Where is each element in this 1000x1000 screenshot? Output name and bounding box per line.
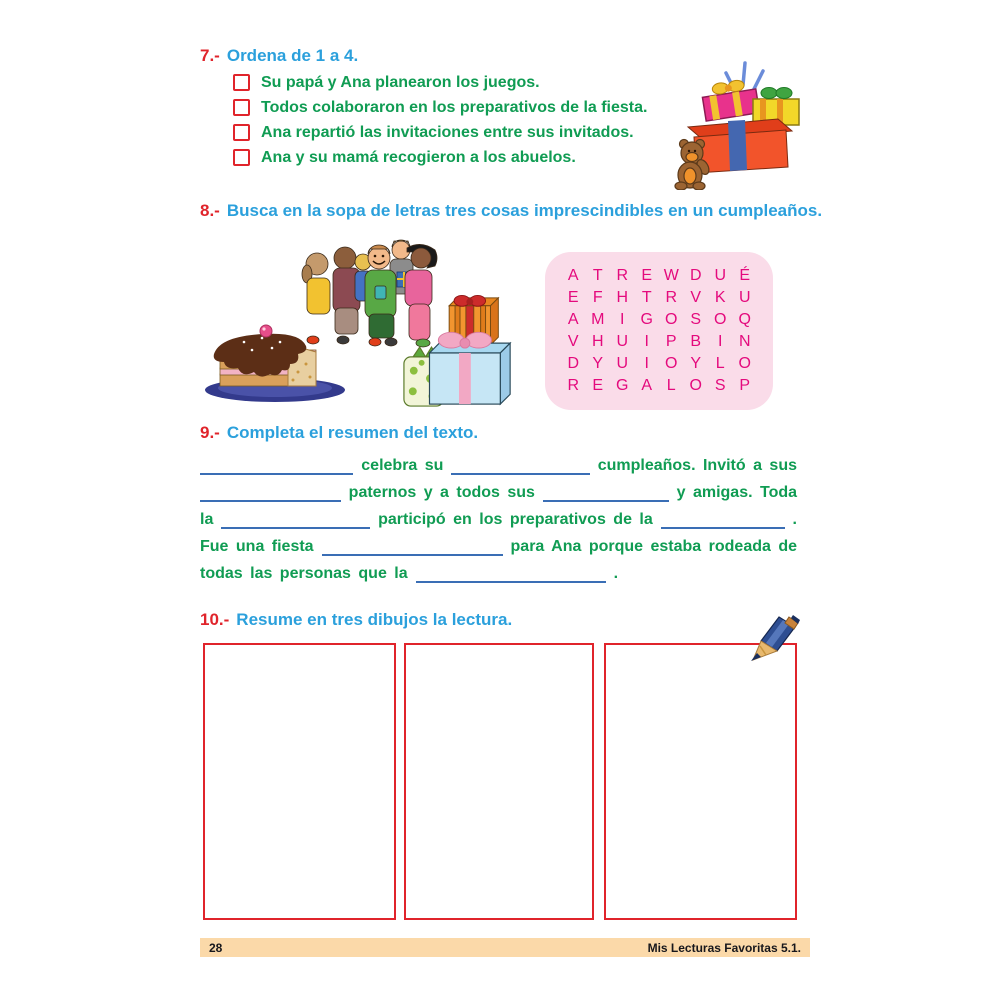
wordsearch-letter: Y (592, 355, 604, 372)
wordsearch-letter: M (591, 311, 605, 328)
exercise8-title-text: Busca en la sopa de letras tres cosas imprescindibles en un cumpleaños. (226, 201, 823, 220)
wordsearch-letter: K (714, 289, 726, 306)
wordsearch-letter: N (738, 333, 751, 350)
list-item (233, 145, 647, 170)
exercise7-items (233, 70, 647, 170)
order-checkbox-4[interactable] (233, 149, 250, 166)
drawing-box-3[interactable] (604, 643, 797, 920)
resumen-blank-3[interactable] (200, 486, 341, 502)
book-title: Mis Lecturas Favoritas 5.1. (647, 940, 801, 955)
wordsearch-letter: A (567, 311, 579, 328)
page-number: 28 (209, 940, 223, 955)
exercise9-title (200, 423, 478, 443)
wordsearch-letter: W (663, 267, 679, 284)
resumen-blank-2[interactable] (451, 459, 589, 475)
pencil-icon (745, 615, 801, 665)
wordsearch-letter: V (690, 289, 702, 306)
wordsearch-letter: O (714, 311, 727, 328)
exercise8-title (200, 201, 822, 221)
wordsearch-letter: R (567, 377, 580, 394)
resumen-segment: cumpleaños. Invitó a sus (597, 457, 797, 474)
resumen-segment: y amigas. Toda (676, 484, 798, 501)
drawing-box-2[interactable] (404, 643, 594, 920)
wordsearch-letter: P (665, 333, 677, 350)
wordsearch-letter: P (739, 377, 751, 394)
resumen-segment: Fue una fiesta (200, 538, 314, 555)
wordsearch-letter: S (690, 311, 702, 328)
exercise10-title (200, 610, 512, 630)
wordsearch-letter: D (689, 267, 702, 284)
wordsearch-letter: Q (738, 311, 751, 328)
wordsearch-letter: U (738, 289, 751, 306)
wordsearch-letter: L (715, 355, 725, 372)
birthday-cake-illustration (200, 320, 350, 405)
resumen-segment: la (200, 511, 214, 528)
item-label: Ana y su mamá recogieron a los abuelos. (261, 148, 576, 166)
resumen-blank-1[interactable] (200, 459, 353, 475)
wordsearch-letter: I (644, 355, 649, 372)
wordsearch-letter: T (641, 289, 652, 306)
resumen-line (200, 502, 797, 529)
exercise10-number: 10.- (200, 610, 230, 629)
resumen-blank-5[interactable] (221, 513, 370, 529)
wordsearch-letter: O (689, 377, 702, 394)
wordsearch-letter: G (640, 311, 653, 328)
resumen-line (200, 448, 797, 475)
resumen-blank-7[interactable] (322, 540, 503, 556)
wordsearch-letter: R (665, 289, 678, 306)
wordsearch-letter: U (616, 333, 629, 350)
resumen-text (200, 448, 797, 583)
wordsearch-letter: I (718, 333, 723, 350)
order-checkbox-1[interactable] (233, 74, 250, 91)
resumen-line (200, 556, 797, 583)
drawing-box-1[interactable] (203, 643, 396, 920)
gift-boxes-teddy-bear-illustration (668, 55, 808, 190)
wordsearch-letter: U (616, 355, 629, 372)
exercise7-title-text: Ordena de 1 a 4. (226, 46, 359, 65)
exercise9-title-text: Completa el resumen del texto. (226, 423, 479, 442)
wordsearch-letter: R (616, 267, 629, 284)
resumen-segment: . (613, 565, 619, 582)
resumen-line (200, 529, 797, 556)
wordsearch-grid[interactable] (545, 252, 773, 410)
resumen-segment: celebra su (361, 457, 444, 474)
wordsearch-letter: G (616, 377, 629, 394)
wordsearch-letter: H (591, 333, 604, 350)
wordsearch-letter: B (690, 333, 702, 350)
order-checkbox-3[interactable] (233, 124, 250, 141)
wordsearch-letter: A (641, 377, 653, 394)
wordsearch-letter: O (665, 355, 678, 372)
exercise9-number: 9.- (200, 423, 220, 442)
wordsearch-letter: O (665, 311, 678, 328)
wordsearch-letter: A (567, 267, 579, 284)
wordsearch-letter: I (620, 311, 625, 328)
resumen-blank-4[interactable] (543, 486, 669, 502)
wordsearch-letter: F (592, 289, 603, 306)
resumen-segment: . (792, 511, 797, 528)
wordsearch-letter: H (616, 289, 629, 306)
item-label: Todos colaboraron en los preparativos de la fiesta. (261, 98, 648, 116)
wordsearch-letter: E (592, 377, 604, 394)
wordsearch-letter: D (567, 355, 580, 372)
resumen-blank-6[interactable] (661, 513, 785, 529)
exercise7-number: 7.- (200, 46, 220, 65)
list-item (233, 70, 647, 95)
exercise8-number: 8.- (200, 201, 220, 220)
order-checkbox-2[interactable] (233, 99, 250, 116)
exercise7-title (200, 46, 358, 66)
footer-bar (200, 938, 810, 957)
item-label: Su papá y Ana planearon los juegos. (261, 73, 540, 91)
resumen-segment: para Ana porque estaba rodeada de (510, 538, 797, 555)
wrapped-presents-illustration (400, 292, 518, 410)
wordsearch-letter: E (567, 289, 579, 306)
wordsearch-letter: U (714, 267, 727, 284)
list-item (233, 120, 647, 145)
wordsearch-letter: Y (690, 355, 702, 372)
wordsearch-letter: L (666, 377, 676, 394)
list-item (233, 95, 647, 120)
wordsearch-letter: S (714, 377, 726, 394)
item-label: Ana repartió las invitaciones entre sus invitados. (261, 123, 634, 141)
wordsearch-letter: E (641, 267, 653, 284)
exercise10-title-text: Resume en tres dibujos la lectura. (236, 610, 513, 629)
resumen-blank-8[interactable] (416, 567, 606, 583)
wordsearch-letter: O (738, 355, 751, 372)
resumen-segment: participó en los preparativos de la (378, 511, 653, 528)
wordsearch-letter: T (592, 267, 603, 284)
resumen-segment: todas las personas que la (200, 565, 408, 582)
resumen-segment: paternos y a todos sus (348, 484, 535, 501)
wordsearch-letter: É (739, 267, 751, 284)
resumen-line (200, 475, 797, 502)
wordsearch-letter: I (644, 333, 649, 350)
wordsearch-letter: V (567, 333, 579, 350)
